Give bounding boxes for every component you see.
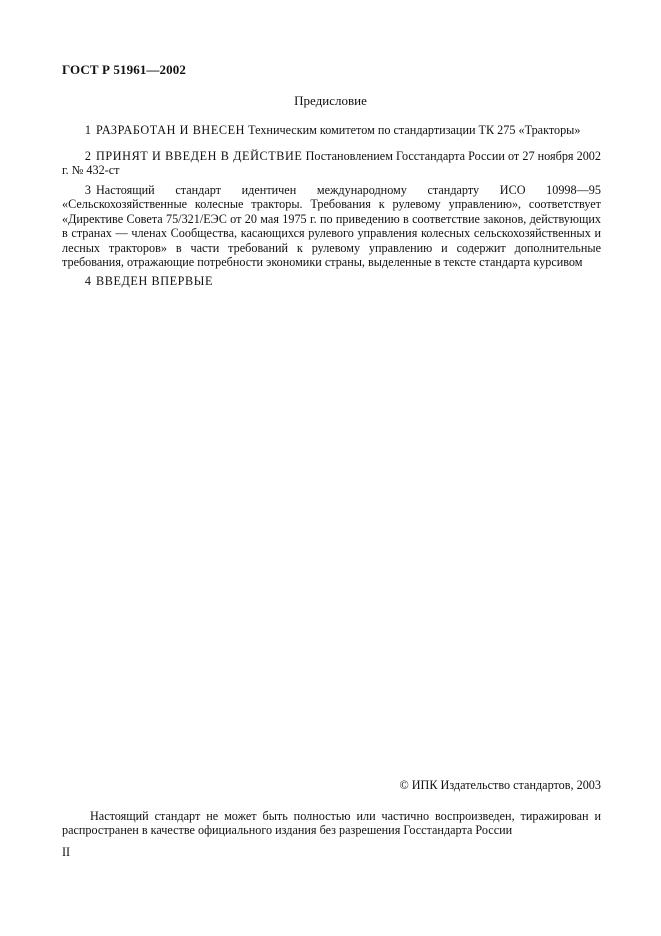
reproduction-notice (62, 809, 601, 838)
paragraph-3 (62, 183, 601, 269)
notice-text: Настоящий стандарт не может быть полностью или частично воспроизведен, тиражирован и распространен в качестве официального издания без разрешения Госстандарта России (62, 809, 601, 838)
paragraph-2 (62, 149, 601, 178)
paragraph-number: 1 (84, 123, 91, 137)
paragraph-text: Техническим комитетом по стандартизации ТК 275 «Тракторы» (245, 123, 581, 137)
page-title: Предисловие (294, 93, 367, 108)
paragraph-text: Настоящий стандарт идентичен международному стандарту ИСО 10998—95 «Сельскохозяйственные колесные тракторы. Требования к рулевому управлению», соответствует «Директиве Совета 75/321/ЕЭС от 20 мая 1975 г. по приведению в соответствие законов, действующих в странах — членах Сообщества, касающихся рулевого управления колесных сельскохозяйственных и лесных тракторов» в части требований к рулевому управлению и содержит дополнительные требования, отражающие потребности экономики страны, выделенные в тексте стандарта курсивом (62, 183, 601, 270)
paragraph-text: Постановлением Госстандарта России от 27 ноября 2002 г. № 432-ст (62, 149, 601, 178)
paragraph-number: 2 (84, 149, 91, 163)
standard-id: ГОСТ Р 51961—2002 (62, 62, 186, 77)
paragraph-lead: ПРИНЯТ И ВВЕДЕН В ДЕЙСТВИЕ (96, 149, 303, 163)
paragraph-lead: ВВЕДЕН ВПЕРВЫЕ (96, 274, 214, 288)
paragraph-number: 3 (84, 183, 91, 197)
paragraph-lead: РАЗРАБОТАН И ВНЕСЕН (96, 123, 246, 137)
paragraph-number: 4 (84, 274, 91, 288)
paragraph-4 (62, 274, 601, 288)
paragraph-1 (62, 123, 601, 137)
copyright-line: © ИПК Издательство стандартов, 2003 (399, 778, 601, 792)
page-number: II (62, 845, 71, 859)
